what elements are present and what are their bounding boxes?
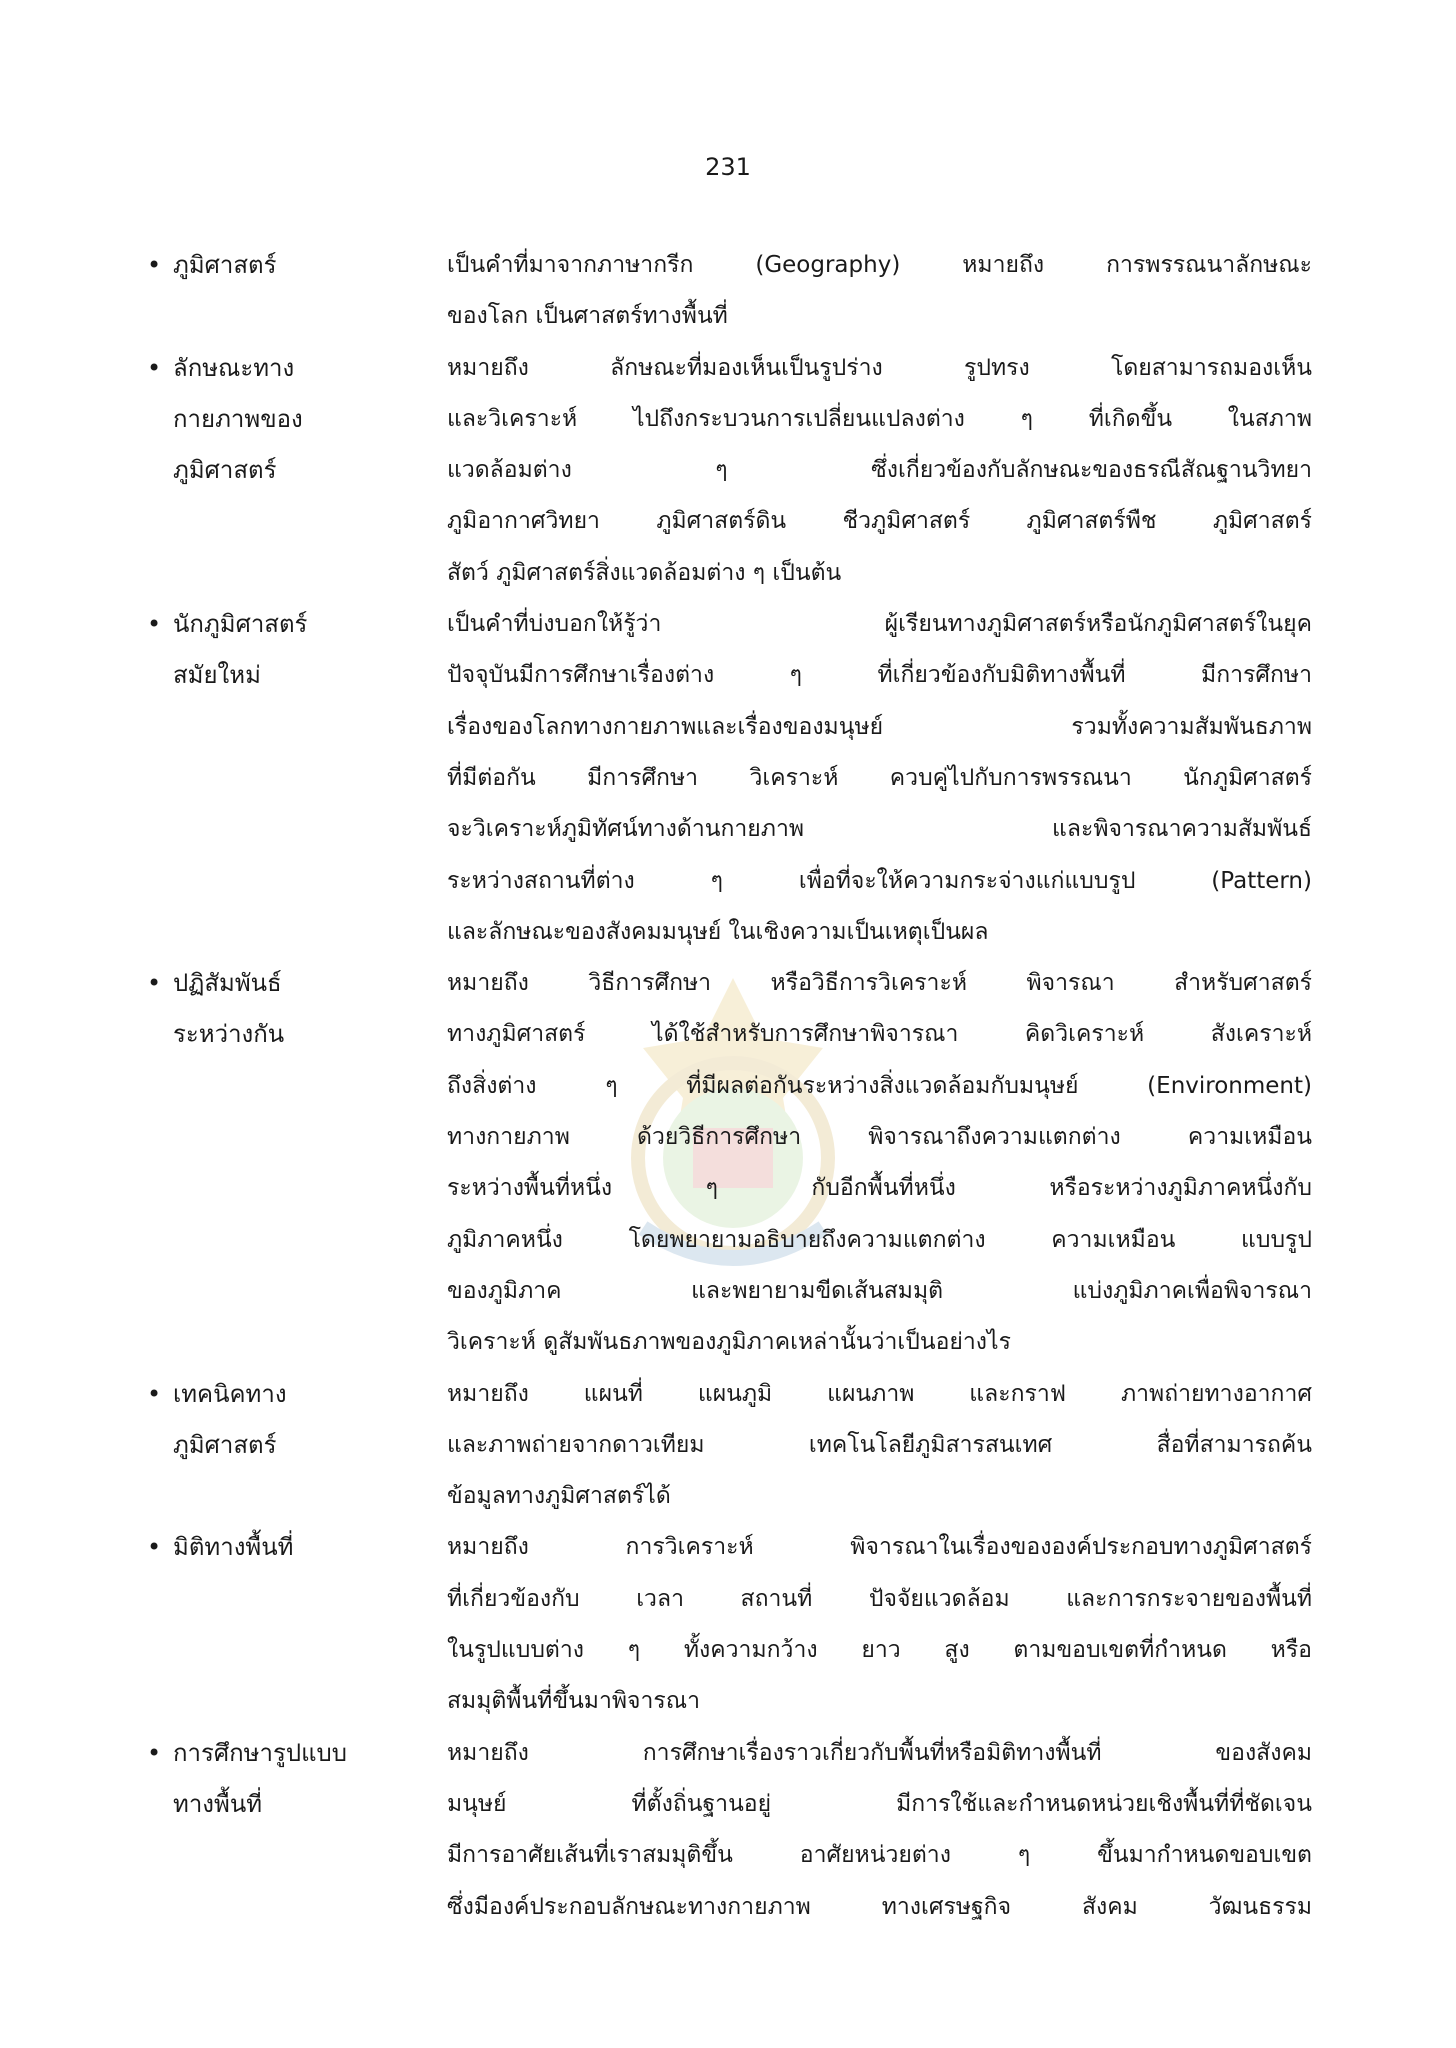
definition-line: เรื่องของโลกทางกายภาพและเรื่องของมนุษย์ รวมทั้งความสัมพันธภาพ: [447, 713, 1312, 740]
term-text: สมัยใหม่: [173, 661, 261, 690]
definition-line: และลักษณะของสังคมมนุษย์ ในเชิงความเป็นเหตุเป็นผล: [447, 918, 989, 945]
bullet-icon: •: [147, 610, 162, 639]
glossary-entry: [147, 1728, 1312, 1933]
glossary-entry: [147, 599, 1312, 958]
glossary-list: [147, 240, 1312, 1933]
glossary-term: [147, 599, 447, 958]
definition-line: และวิเคราะห์ ไปถึงกระบวนการเปลี่ยนแปลงต่าง ๆ ที่เกิดขึ้น ในสภาพ: [447, 405, 1312, 432]
definition-line: ที่เกี่ยวข้องกับ เวลา สถานที่ ปัจจัยแวดล้อม และการกระจายของพื้นที่: [447, 1585, 1312, 1612]
glossary-term: [147, 1369, 447, 1523]
glossary-definition: [447, 240, 1312, 343]
bullet-icon: •: [147, 251, 162, 279]
definition-line: มีการอาศัยเส้นที่เราสมมุติขึ้น อาศัยหน่วยต่าง ๆ ขึ้นมากำหนดขอบเขต: [447, 1842, 1312, 1869]
definition-line: จะวิเคราะห์ภูมิทัศน์ทางด้านกายภาพ และพิจารณาความสัมพันธ์: [447, 816, 1312, 843]
definition-line: เป็นคำที่บ่งบอกให้รู้ว่า ผู้เรียนทางภูมิศาสตร์หรือนักภูมิศาสตร์ในยุค: [447, 611, 1312, 638]
glossary-entry: [147, 1369, 1312, 1523]
definition-line: ซึ่งมีองค์ประกอบลักษณะทางกายภาพ ทางเศรษฐกิจ สังคม วัฒนธรรม: [447, 1893, 1312, 1920]
definition-line: ทางกายภาพ ด้วยวิธีการศึกษา พิจารณาถึงความแตกต่าง ความเหมือน: [447, 1124, 1312, 1151]
definition-line: ภูมิภาคหนึ่ง โดยพยายามอธิบายถึงความแตกต่าง ความเหมือน แบบรูป: [447, 1226, 1312, 1253]
term-line: [147, 1009, 447, 1060]
glossary-entry: [147, 958, 1312, 1368]
term-line: [147, 1728, 447, 1779]
glossary-definition: [447, 1522, 1312, 1727]
term-line: [147, 343, 447, 394]
term-text: ภูมิศาสตร์: [173, 251, 277, 279]
definition-line: ในรูปแบบต่าง ๆ ทั้งความกว้าง ยาว สูง ตามขอบเขตที่กำหนด หรือ: [447, 1637, 1312, 1664]
term-text: มิติทางพื้นที่: [173, 1533, 294, 1562]
definition-line: สมมุติพื้นที่ขึ้นมาพิจารณา: [447, 1688, 701, 1715]
definition-line: มนุษย์ ที่ตั้งถิ่นฐานอยู่ มีการใช้และกำหนดหน่วยเชิงพื้นที่ที่ชัดเจน: [447, 1790, 1312, 1817]
definition-line: และภาพถ่ายจากดาวเทียม เทคโนโลยีภูมิสารสนเทศ สื่อที่สามารถค้น: [447, 1431, 1312, 1458]
definition-line: หมายถึง วิธีการศึกษา หรือวิธีการวิเคราะห์ พิจารณา สำหรับศาสตร์: [447, 970, 1312, 997]
definition-line: ที่มีต่อกัน มีการศึกษา วิเคราะห์ ควบคู่ไปกับการพรรณนา นักภูมิศาสตร์: [447, 764, 1312, 791]
definition-line: หมายถึง การวิเคราะห์ พิจารณาในเรื่องขององค์ประกอบทางภูมิศาสตร์: [447, 1534, 1312, 1561]
definition-line: ปัจจุบันมีการศึกษาเรื่องต่าง ๆ ที่เกี่ยวข้องกับมิติทางพื้นที่ มีการศึกษา: [447, 662, 1312, 689]
definition-line: หมายถึง การศึกษาเรื่องราวเกี่ยวกับพื้นที่หรือมิติทางพื้นที่ ของสังคม: [447, 1739, 1312, 1766]
glossary-definition: [447, 343, 1312, 599]
glossary-definition: [447, 958, 1312, 1368]
definition-line: ภูมิอากาศวิทยา ภูมิศาสตร์ดิน ชีวภูมิศาสตร์ ภูมิศาสตร์พืช ภูมิศาสตร์: [447, 508, 1312, 535]
glossary-definition: [447, 1728, 1312, 1933]
definition-line: ของโลก เป็นศาสตร์ทางพื้นที่: [447, 303, 728, 330]
definition-line: ของภูมิภาค และพยายามขีดเส้นสมมุติ แบ่งภูมิภาคเพื่อพิจารณา: [447, 1277, 1312, 1304]
bullet-icon: •: [147, 353, 162, 382]
term-line: [147, 1779, 447, 1830]
term-line: [147, 394, 447, 445]
term-text: เทคนิคทาง: [173, 1379, 287, 1408]
bullet-icon: •: [147, 1738, 162, 1767]
term-text: ภูมิศาสตร์: [173, 1430, 277, 1459]
glossary-entry: [147, 343, 1312, 599]
definition-line: ข้อมูลทางภูมิศาสตร์ได้: [447, 1483, 671, 1510]
bullet-icon: •: [147, 1533, 162, 1562]
glossary-definition: [447, 599, 1312, 958]
term-text: การศึกษารูปแบบ: [173, 1738, 348, 1767]
definition-line: ถึงสิ่งต่าง ๆ ที่มีผลต่อกันระหว่างสิ่งแวดล้อมกับมนุษย์ (Environment): [447, 1072, 1312, 1099]
bullet-icon: •: [147, 969, 162, 998]
term-line: [147, 1369, 447, 1420]
term-text: นักภูมิศาสตร์: [173, 610, 308, 639]
glossary-term: [147, 343, 447, 599]
glossary-entry: [147, 240, 1312, 343]
term-line: [147, 1420, 447, 1471]
definition-line: สัตว์ ภูมิศาสตร์สิ่งแวดล้อมต่าง ๆ เป็นต้น: [447, 559, 842, 586]
glossary-term: [147, 240, 447, 343]
term-text: ปฏิสัมพันธ์: [173, 969, 282, 998]
term-line: [147, 599, 447, 650]
term-line: [147, 445, 447, 496]
term-line: [147, 650, 447, 701]
definition-line: หมายถึง แผนที่ แผนภูมิ แผนภาพ และกราฟ ภาพถ่ายทางอากาศ: [447, 1380, 1312, 1407]
page-number: 231: [705, 153, 751, 181]
definition-line: วิเคราะห์ ดูสัมพันธภาพของภูมิภาคเหล่านั้นว่าเป็นอย่างไร: [447, 1329, 1011, 1356]
term-text: ภูมิศาสตร์: [173, 456, 277, 485]
glossary-term: [147, 1522, 447, 1727]
glossary-term: [147, 1728, 447, 1933]
glossary-term: [147, 958, 447, 1368]
definition-line: เป็นคำที่มาจากภาษากรีก (Geography) หมายถึง การพรรณนาลักษณะ: [447, 252, 1312, 278]
term-text: ลักษณะทาง: [173, 353, 295, 382]
definition-line: แวดล้อมต่าง ๆ ซึ่งเกี่ยวข้องกับลักษณะของธรณีสัณฐานวิทยา: [447, 457, 1312, 484]
glossary-definition: [447, 1369, 1312, 1523]
term-text: กายภาพของ: [173, 404, 303, 433]
definition-line: ระหว่างสถานที่ต่าง ๆ เพื่อที่จะให้ความกระจ่างแก่แบบรูป (Pattern): [447, 867, 1312, 894]
term-text: ระหว่างกัน: [173, 1020, 285, 1049]
term-line: [147, 958, 447, 1009]
term-line: [147, 240, 447, 291]
glossary-entry: [147, 1522, 1312, 1727]
definition-line: ทางภูมิศาสตร์ ได้ใช้สำหรับการศึกษาพิจารณา คิดวิเคราะห์ สังเคราะห์: [447, 1021, 1312, 1048]
term-line: [147, 1522, 447, 1573]
bullet-icon: •: [147, 1379, 162, 1408]
definition-line: หมายถึง ลักษณะที่มองเห็นเป็นรูปร่าง รูปทรง โดยสามารถมองเห็น: [447, 354, 1312, 381]
definition-line: ระหว่างพื้นที่หนึ่ง ๆ กับอีกพื้นที่หนึ่ง หรือระหว่างภูมิภาคหนึ่งกับ: [447, 1175, 1312, 1202]
term-text: ทางพื้นที่: [173, 1789, 263, 1818]
